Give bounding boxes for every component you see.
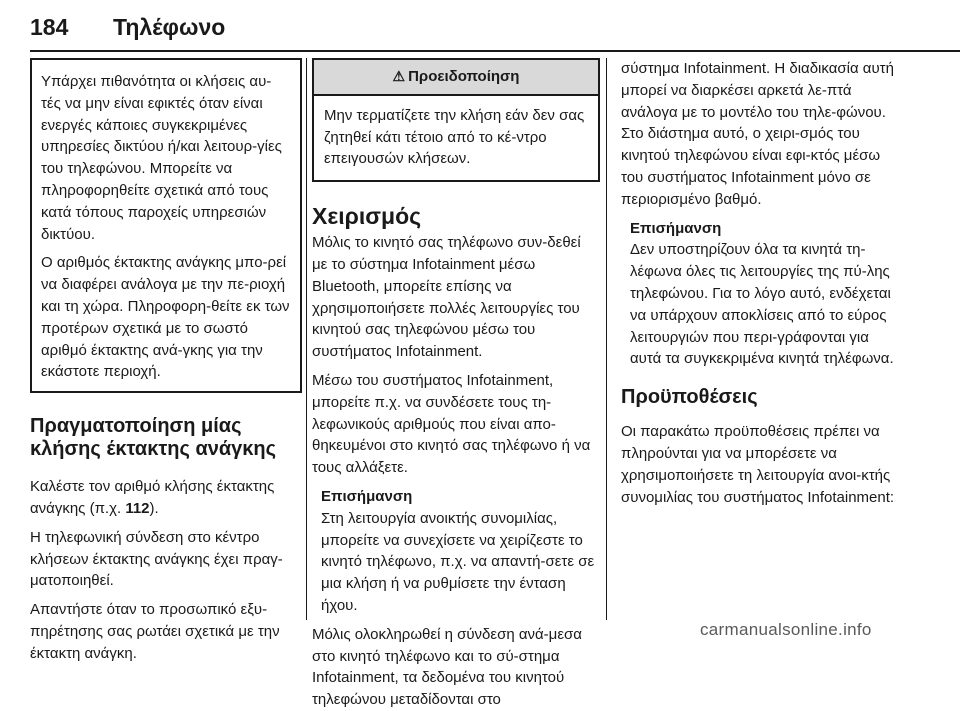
note-title: Επισήμανση <box>630 219 722 237</box>
text-run: ). <box>149 499 159 517</box>
section-heading: Πραγματοποίηση μίας κλήσης έκτακτης ανάγκης <box>30 415 277 461</box>
note-block <box>630 218 896 371</box>
note-title: Επισήμανση <box>321 487 413 505</box>
column-3 <box>621 58 896 508</box>
body-paragraph: Απαντήστε όταν το προσωπικό εξυ-πηρέτησης σας ρωτάει σχετικά με την έκτακτη ανάγκη. <box>30 601 280 662</box>
info-box <box>30 58 302 393</box>
page-header <box>0 0 960 52</box>
body-paragraph: Μόλις ολοκληρωθεί η σύνδεση ανά-μεσα στο κινητό τηλέφωνο και το σύ-στημα Infotainment, τα δεδομένα του κινητού τηλεφώνου μεταδίδονται στο <box>312 625 582 709</box>
info-paragraph: Ο αριθμός έκτακτης ανάγκης μπο-ρεί να διαφέρει ανάλογα με την πε-ριοχή και τη χώρα. Πληροφορη-θείτε εκ των προτέρων σχετικά με το σωστό αριθμό έκτακτης ανά-γκης για την εκάστοτε περιοχή. <box>41 254 290 381</box>
header-rule <box>30 50 960 52</box>
warning-header <box>314 60 598 96</box>
section-heading: Χειρισμός <box>312 203 422 230</box>
body-paragraph: Οι παρακάτω προϋποθέσεις πρέπει να πληρούνται για να μπορέσετε να χρησιμοποιήσετε τη λειτουργία ανοι-κτής συνομιλίας του συστήματος Infotainment: <box>621 423 895 506</box>
watermark-logo: carmanualsonline.info <box>700 620 872 639</box>
warning-title: Προειδοποίηση <box>408 68 520 85</box>
column-divider <box>606 58 607 620</box>
emergency-number: 112 <box>125 499 150 517</box>
warning-triangle-icon: ⚠ <box>392 68 406 84</box>
text-run: Καλέστε τον αριθμό κλήσης έκτακτης ανάγκης (π.χ. <box>30 478 275 517</box>
body-paragraph: σύστημα Infotainment. Η διαδικασία αυτή μπορεί να διαρκέσει αρκετά λε-πτά ανάλογα με το μοντέλο του τηλε-φώνου. Στο διάστημα αυτό, ο χειρι-σμός του κινητού τηλεφώνου είναι εφι-κτός μέσω του συστήματος Infotainment μόνο σε περιορισμένο βαθμό. <box>621 60 894 208</box>
body-paragraph: Η τηλεφωνική σύνδεση στο κέντρο κλήσεων έκτακτης ανάγκης έχει πραγ-ματοποιηθεί. <box>30 528 283 590</box>
body-paragraph <box>30 476 302 520</box>
column-2 <box>312 58 600 711</box>
body-paragraph: Μέσω του συστήματος Infotainment, μπορείτε π.χ. να συνδέσετε τους τη-λεφωνικούς αριθμούς που είναι απο-θηκευμένοι στο κινητό σας τηλέφωνο ή να τους αλλάξετε. <box>312 371 591 477</box>
column-divider <box>306 58 307 620</box>
page-number: 184 <box>30 14 69 40</box>
warning-box <box>312 58 600 182</box>
note-block <box>321 486 600 617</box>
chapter-title: Τηλέφωνο <box>113 14 226 40</box>
body-paragraph: Μόλις το κινητό σας τηλέφωνο συν-δεθεί με το σύστημα Infotainment μέσω Bluetooth, μπορείτε επίσης να χρησιμοποιήσετε πολλές λειτουργίες του κινητού σας τηλεφώνου μέσω του συστήματος Infotainment. <box>312 234 581 361</box>
section-heading: Προϋποθέσεις <box>621 386 758 409</box>
column-1 <box>30 58 302 665</box>
info-paragraph: Υπάρχει πιθανότητα οι κλήσεις αυ-τές να μην είναι εφικτές όταν είναι ενεργές κάποιες συγκεκριμένες υπηρεσίες δικτύου ή/και λειτουρ-γίες του τηλεφώνου. Μπορείτε να πληροφορηθείτε σχετικά από τους κατά τόπους παροχείς υπηρεσιών δικτύου. <box>41 73 282 243</box>
warning-text: Μην τερματίζετε την κλήση εάν δεν σας ζητηθεί κάτι τέτοιο από το κέ-ντρο επειγουσών κλήσεων. <box>324 106 585 168</box>
note-text: Στη λειτουργία ανοικτής συνομιλίας, μπορείτε να συνεχίσετε να χειρίζεστε το κινητό τηλέφωνο, π.χ. να απαντή-σετε σε μια κλήση ή να ρυθμίσετε την ένταση ήχου. <box>321 509 595 614</box>
note-text: Δεν υποστηρίζουν όλα τα κινητά τη-λέφωνα όλες τις λειτουργίες της πύ-λης τηλεφώνου. Για το λόγο αυτό, ενδέχεται να υπάρχουν αποκλίσεις από το εύρος λειτουργιών που περι-γράφονται για αυτά τα συγκεκριμένα κινητά τηλέφωνα. <box>630 241 894 368</box>
